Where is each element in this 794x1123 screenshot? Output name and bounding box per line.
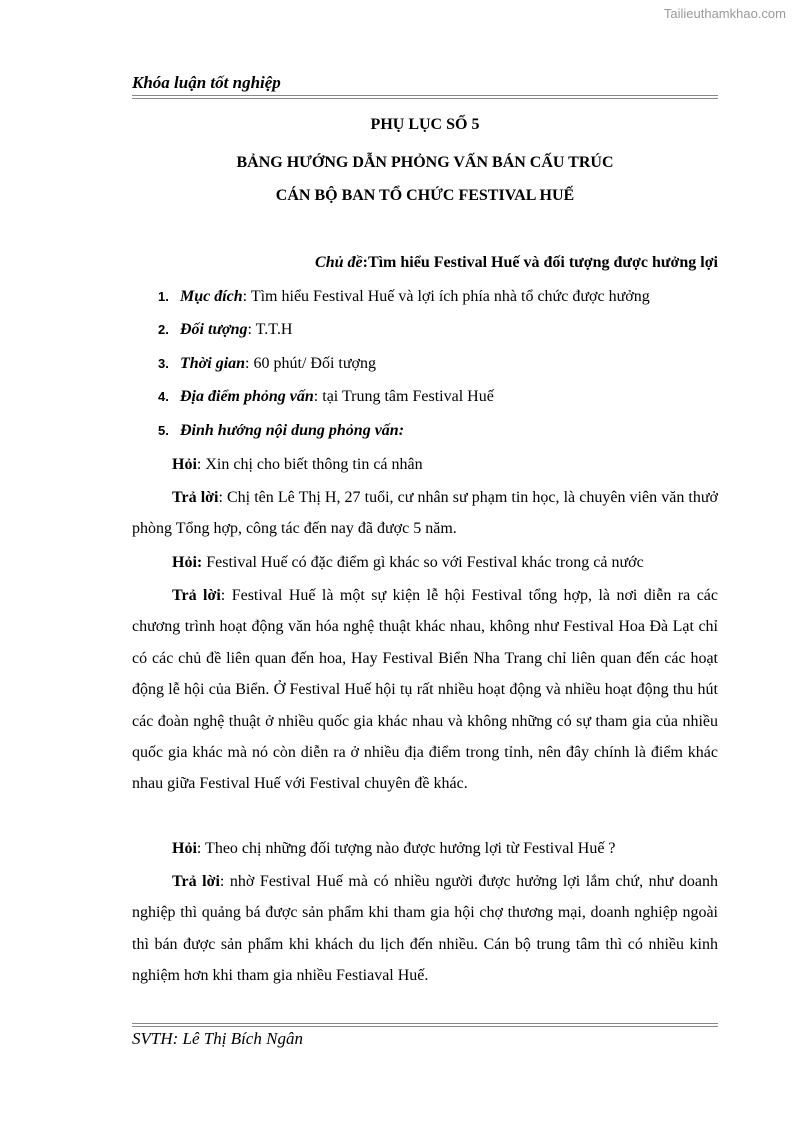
list-item bbox=[158, 321, 292, 339]
footer-divider bbox=[132, 1023, 718, 1027]
qa-text: : Theo chị những đối tượng nào được hưởng lợi từ Festival Huế ? bbox=[196, 840, 616, 857]
appendix-number: PHỤ LỤC SỐ 5 bbox=[370, 116, 480, 133]
list-item-number: 3. bbox=[158, 356, 169, 371]
qa-paragraph bbox=[132, 866, 718, 992]
appendix-title-line2: CÁN BỘ BAN TỔ CHỨC FESTIVAL HUẾ bbox=[275, 187, 575, 204]
header-title: Khóa luận tốt nghiệp bbox=[132, 73, 281, 92]
qa-paragraph bbox=[132, 449, 718, 480]
list-item-text: : 60 phút/ Đối tượng bbox=[245, 355, 376, 372]
list-item bbox=[158, 355, 376, 373]
list-item-text: : Tìm hiểu Festival Huế và lợi ích phía nhà tổ chức được hưởng bbox=[242, 288, 650, 305]
qa-text: : Festival Huế là một sự kiện lễ hội Festival tổng hợp, là nơi diễn ra các chương trình hoạt động văn hóa nghệ thuật khác nhau, không như Festival Hoa Đà Lạt chỉ có các chủ đề liên quan đến hoa, Hay Festival Biển Nha Trang chỉ liên quan đến các hoạt động lễ hội của Biển. Ở Festival Huế hội tụ rất nhiều hoạt động và nhiều hoạt động thu hút các đoàn nghệ thuật ở nhiều quốc gia khác nhau và không những có sự tham gia của nhiều quốc gia khác mà nó còn diễn ra ở nhiều địa điểm trong tỉnh, nên đây chính là điểm khác nhau giữa Festival Huế với Festival chuyên đề khác. bbox=[132, 587, 718, 793]
list-item-number: 2. bbox=[158, 322, 169, 337]
qa-label: Hỏi: bbox=[172, 554, 203, 571]
list-item-label: Mục đích bbox=[180, 288, 243, 305]
header-divider bbox=[132, 95, 718, 99]
list-item bbox=[158, 422, 404, 440]
list-item-text: : T.T.H bbox=[247, 321, 293, 338]
qa-paragraph bbox=[132, 833, 718, 864]
topic-text: :Tìm hiểu Festival Huế và đối tượng được hưởng lợi bbox=[362, 254, 718, 271]
list-item-number: 4. bbox=[158, 389, 169, 404]
qa-text: : Xin chị cho biết thông tin cá nhân bbox=[196, 456, 423, 473]
list-item bbox=[158, 288, 650, 306]
qa-label: Hỏi bbox=[172, 840, 197, 857]
qa-label: Trả lời bbox=[172, 587, 221, 604]
appendix-title-line1: BẢNG HƯỚNG DẪN PHỎNG VẤN BÁN CẤU TRÚC bbox=[236, 154, 614, 171]
qa-text: : Chị tên Lê Thị H, 27 tuổi, cư nhân sư phạm tin học, là chuyên viên văn thưở phòng Tổng hợp, công tác đến nay đã được 5 năm. bbox=[132, 489, 718, 538]
qa-paragraph bbox=[132, 482, 718, 545]
list-item-label: Thời gian bbox=[180, 355, 246, 372]
list-item-label: Đinh hướng nội dung phỏng vấn: bbox=[180, 422, 405, 439]
qa-text: Festival Huế có đặc điểm gì khác so với Festival khác trong cả nước bbox=[202, 554, 644, 571]
footer-author: SVTH: Lê Thị Bích Ngân bbox=[132, 1029, 303, 1048]
qa-label: Trả lời bbox=[172, 873, 220, 890]
qa-label: Trả lời bbox=[172, 489, 219, 506]
list-item-number: 5. bbox=[158, 423, 169, 438]
list-item-number: 1. bbox=[158, 289, 169, 304]
list-item-label: Đối tượng bbox=[180, 321, 248, 338]
qa-paragraph bbox=[132, 580, 718, 800]
topic-line bbox=[132, 254, 718, 272]
list-item-text: : tại Trung tâm Festival Huế bbox=[313, 388, 494, 405]
topic-label: Chủ đề bbox=[315, 254, 363, 271]
list-item bbox=[158, 388, 494, 406]
list-item-label: Địa điểm phỏng vấn bbox=[180, 388, 314, 405]
qa-paragraph bbox=[132, 547, 718, 578]
qa-text: : nhờ Festival Huế mà có nhiều người được hưởng lợi lắm chứ, như doanh nghiệp thì quảng bá được sản phẩm khi tham gia hội chợ thương mại, doanh nghiệp ngoài thì bán được sản phẩm khi khách du lịch đến nhiều. Cán bộ trung tâm thì có nhiều kinh nghiệm hơn khi tham gia nhiều Festiaval Huế. bbox=[132, 873, 718, 985]
watermark: Tailieuthamkhao.com bbox=[663, 6, 786, 21]
qa-label: Hỏi bbox=[172, 456, 197, 473]
